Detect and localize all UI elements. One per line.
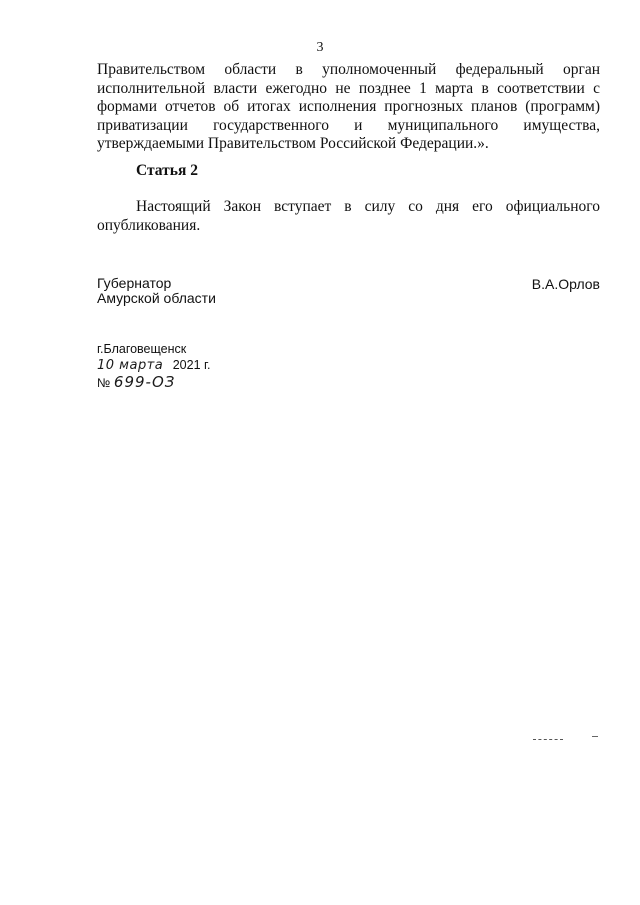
signatory-title-line-2: Амурской области <box>97 290 216 306</box>
city-line: г.Благовещенск <box>97 342 187 356</box>
scan-artifact-mark-small <box>592 736 598 741</box>
paragraph-effective-date: Настоящий Закон вступает в силу со дня его официального опубликования. <box>97 198 600 234</box>
date-line <box>97 357 211 374</box>
scan-artifact-mark <box>533 739 563 740</box>
handwritten-date: 10 марта <box>97 358 164 373</box>
number-sign: № <box>97 376 111 390</box>
place-date-number-block <box>97 341 211 391</box>
handwritten-law-number: 699-ОЗ <box>113 373 176 391</box>
number-line <box>97 374 211 391</box>
paragraph-continuation: Правительством области в уполномоченный федеральный орган исполнительной власти ежегодно не позднее 1 марта в соответствии с формами отчетов об итогах исполнения прогнозных планов (программ) приватизации государственного и муниципального имущества, утверждаемыми Правительством Российской Федерации.». <box>97 61 600 152</box>
signatory-title-line-1: Губернатор <box>97 275 172 291</box>
signatory-name: В.А.Орлов <box>531 276 600 292</box>
date-year: 2021 г. <box>172 358 211 372</box>
page-number: 3 <box>316 40 324 55</box>
signatory-title <box>97 276 216 306</box>
article-heading: Статья 2 <box>136 162 198 179</box>
